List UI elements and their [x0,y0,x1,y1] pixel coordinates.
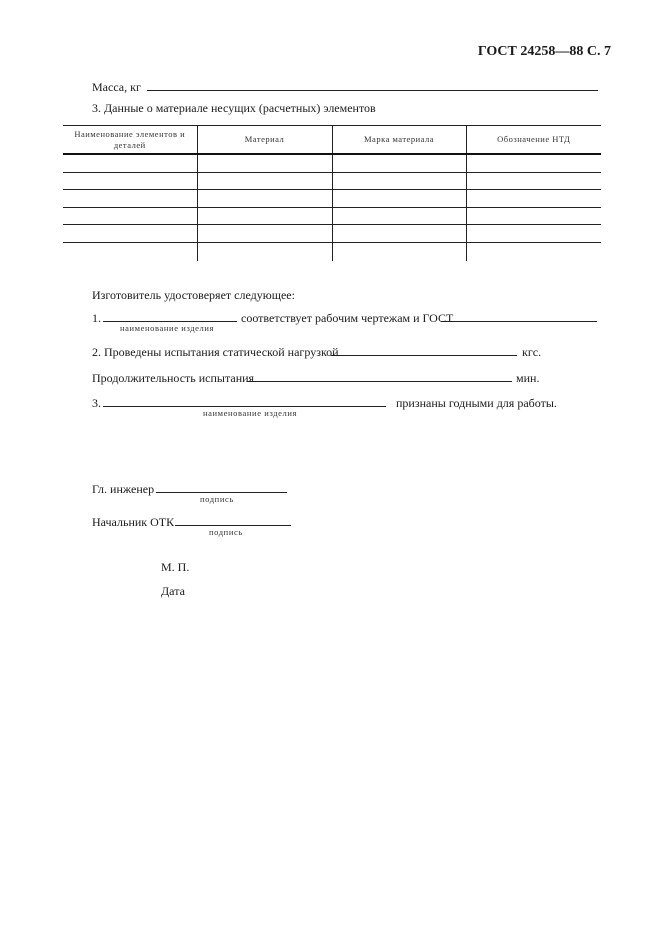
table-cell[interactable] [63,154,197,172]
item-3-text: признаны годными для работы. [396,396,557,410]
mass-label: Масса, кг [92,80,141,94]
chief-engineer-signature-line[interactable] [156,492,287,493]
item-2-text: 2. Проведены испытания статической нагрузкой [92,345,339,359]
table-cell[interactable] [197,190,332,208]
otk-chief-signature-line[interactable] [175,525,291,526]
section-3-title: 3. Данные о материале несущих (расчетных) элементов [92,101,376,115]
item-1-caption: наименование изделия [120,323,215,333]
duration-line[interactable] [247,381,512,382]
table-cell[interactable] [332,172,466,190]
table-cell[interactable] [466,190,601,208]
column-header-element-name: Наименование элементов и деталей [63,126,197,155]
column-header-material-grade: Марка материала [332,126,466,155]
table-row [63,225,601,243]
item-2-load-line[interactable] [331,355,517,356]
table-cell[interactable] [197,225,332,243]
item-3-number: 3. [92,396,101,410]
table-cell[interactable] [466,172,601,190]
duration-unit: мин. [516,371,540,385]
table-cell[interactable] [332,207,466,225]
table-cell[interactable] [332,154,466,172]
stamp-place: М. П. [161,560,190,574]
table-cell[interactable] [197,172,332,190]
table-cell[interactable] [63,172,197,190]
item-3-caption: наименование изделия [203,408,298,418]
table-cell[interactable] [197,154,332,172]
item-1-text: соответствует рабочим чертежам и ГОСТ [241,311,454,325]
item-1-product-name-line[interactable] [103,321,237,322]
table-cell[interactable] [63,242,197,261]
table-cell[interactable] [63,207,197,225]
item-1-gost-line[interactable] [441,321,597,322]
table-cell[interactable] [332,225,466,243]
column-header-material: Материал [197,126,332,155]
table-cell[interactable] [63,190,197,208]
column-header-ntd: Обозначение НТД [466,126,601,155]
table-cell[interactable] [332,190,466,208]
table-header-row [63,126,601,155]
chief-engineer-label: Гл. инженер [92,482,155,496]
item-3-product-name-line[interactable] [103,406,386,407]
table-row [63,190,601,208]
materials-table [63,125,601,261]
table-row [63,242,601,261]
certify-intro: Изготовитель удостоверяет следующее: [92,288,295,302]
item-1-number: 1. [92,311,101,325]
item-2-unit: кгс. [522,345,542,359]
otk-chief-caption: подпись [209,527,243,537]
otk-chief-label: Начальник ОТК [92,515,175,529]
table-row [63,154,601,172]
page-header-code: ГОСТ 24258—88 С. 7 [477,44,611,59]
duration-label: Продолжительность испытания [92,371,255,385]
mass-field-line[interactable] [147,90,598,91]
table-cell[interactable] [197,207,332,225]
chief-engineer-caption: подпись [200,494,234,504]
table-row [63,172,601,190]
table-row [63,207,601,225]
table-cell[interactable] [63,225,197,243]
table-cell[interactable] [466,225,601,243]
table-cell[interactable] [466,154,601,172]
table-cell[interactable] [466,242,601,261]
table-cell[interactable] [197,242,332,261]
date-label: Дата [161,584,185,598]
table-cell[interactable] [332,242,466,261]
table-cell[interactable] [466,207,601,225]
